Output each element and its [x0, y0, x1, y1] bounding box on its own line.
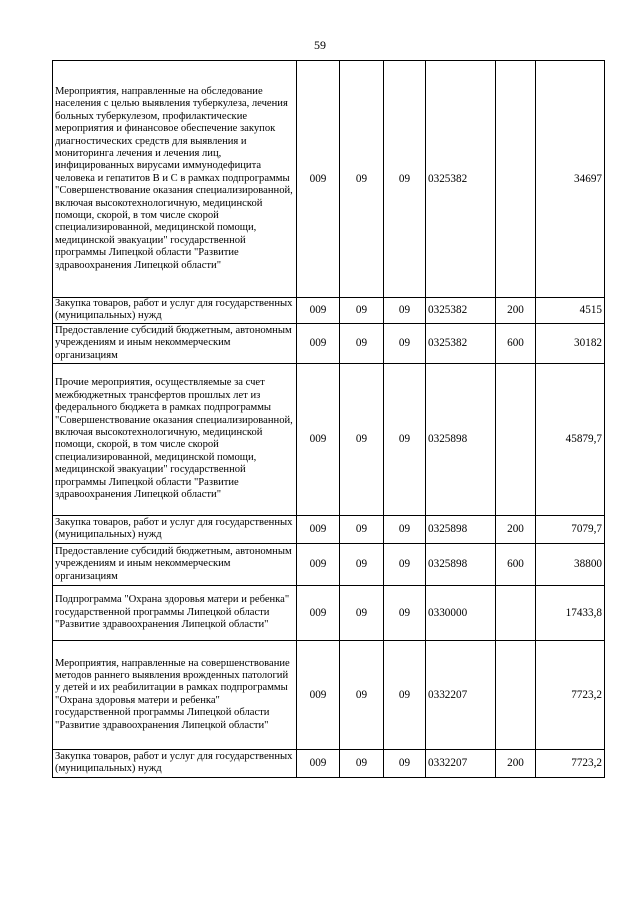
target-article-cell: 0325898	[426, 363, 496, 515]
ministry-code-cell: 009	[297, 749, 340, 777]
table-row	[53, 323, 605, 363]
table-row	[53, 543, 605, 585]
table-row	[53, 515, 605, 543]
ministry-code-cell: 009	[297, 543, 340, 585]
expense-type-cell	[496, 585, 536, 640]
table-row	[53, 749, 605, 777]
ministry-code-cell: 009	[297, 640, 340, 749]
table-row	[53, 298, 605, 324]
section-cell: 09	[340, 543, 384, 585]
table-row	[53, 585, 605, 640]
subsection-cell: 09	[384, 515, 426, 543]
sum-cell: 17433,8	[536, 585, 605, 640]
subsection-cell: 09	[384, 585, 426, 640]
description-cell: Прочие мероприятия, осуществляемые за счет межбюджетных трансфертов прошлых лет из федерального бюджета в рамках подпрограммы "Совершенствование оказания специализированной, включая высокотехнологичную, медицинской помощи, скорой, в том числе скорой специализированной, медицинской помощи, медицинской эвакуации" государственной программы Липецкой области "Развитие здравоохранения Липецкой области"	[53, 363, 297, 515]
expense-type-cell: 600	[496, 323, 536, 363]
description-cell: Закупка товаров, работ и услуг для государственных (муниципальных) нужд	[53, 515, 297, 543]
sum-cell: 45879,7	[536, 363, 605, 515]
section-cell: 09	[340, 585, 384, 640]
subsection-cell: 09	[384, 749, 426, 777]
target-article-cell: 0325382	[426, 61, 496, 298]
table-row	[53, 363, 605, 515]
expense-type-cell	[496, 61, 536, 298]
table-row	[53, 61, 605, 298]
description-cell: Закупка товаров, работ и услуг для государственных (муниципальных) нужд	[53, 298, 297, 324]
section-cell: 09	[340, 515, 384, 543]
target-article-cell: 0325382	[426, 298, 496, 324]
sum-cell: 7723,2	[536, 640, 605, 749]
page-number: 59	[314, 38, 326, 52]
expense-type-cell: 200	[496, 298, 536, 324]
target-article-cell: 0330000	[426, 585, 496, 640]
expense-type-cell: 200	[496, 749, 536, 777]
target-article-cell: 0332207	[426, 749, 496, 777]
ministry-code-cell: 009	[297, 61, 340, 298]
description-cell: Предоставление субсидий бюджетным, автономным учреждениям и иным некоммерческим организациям	[53, 323, 297, 363]
target-article-cell: 0332207	[426, 640, 496, 749]
description-cell: Мероприятия, направленные на совершенствование методов раннего выявления врожденных патологий у детей и их реабилитации в рамках подпрограммы "Охрана здоровья матери и ребенка" государственной программы Липецкой области "Развитие здравоохранения Липецкой области"	[53, 640, 297, 749]
subsection-cell: 09	[384, 61, 426, 298]
section-cell: 09	[340, 61, 384, 298]
sum-cell: 38800	[536, 543, 605, 585]
ministry-code-cell: 009	[297, 323, 340, 363]
ministry-code-cell: 009	[297, 298, 340, 324]
target-article-cell: 0325898	[426, 515, 496, 543]
section-cell: 09	[340, 749, 384, 777]
subsection-cell: 09	[384, 298, 426, 324]
sum-cell: 4515	[536, 298, 605, 324]
target-article-cell: 0325898	[426, 543, 496, 585]
section-cell: 09	[340, 323, 384, 363]
ministry-code-cell: 009	[297, 515, 340, 543]
description-cell: Мероприятия, направленные на обследование населения с целью выявления туберкулеза, лечения больных туберкулезом, профилактические мероприятия и финансовое обеспечение закупок диагностических средств для выявления и мониторинга лечения и лечения лиц, инфицированных вирусами иммунодефицита человека и гепатитов В и С в рамках подпрограммы "Совершенствование оказания специализированной, включая высокотехнологичную, медицинской помощи, скорой, в том числе скорой специализированной, медицинской помощи, медицинской эвакуации" государственной программы Липецкой области "Развитие здравоохранения Липецкой области"	[53, 61, 297, 298]
subsection-cell: 09	[384, 543, 426, 585]
expense-type-cell: 600	[496, 543, 536, 585]
section-cell: 09	[340, 640, 384, 749]
expense-type-cell	[496, 363, 536, 515]
ministry-code-cell: 009	[297, 585, 340, 640]
subsection-cell: 09	[384, 640, 426, 749]
subsection-cell: 09	[384, 323, 426, 363]
subsection-cell: 09	[384, 363, 426, 515]
expense-type-cell: 200	[496, 515, 536, 543]
target-article-cell: 0325382	[426, 323, 496, 363]
description-cell: Закупка товаров, работ и услуг для государственных (муниципальных) нужд	[53, 749, 297, 777]
sum-cell: 34697	[536, 61, 605, 298]
table-row	[53, 640, 605, 749]
budget-table	[52, 60, 605, 778]
description-cell: Подпрограмма "Охрана здоровья матери и ребенка" государственной программы Липецкой области "Развитие здравоохранения Липецкой области"	[53, 585, 297, 640]
sum-cell: 30182	[536, 323, 605, 363]
ministry-code-cell: 009	[297, 363, 340, 515]
section-cell: 09	[340, 298, 384, 324]
section-cell: 09	[340, 363, 384, 515]
sum-cell: 7723,2	[536, 749, 605, 777]
sum-cell: 7079,7	[536, 515, 605, 543]
expense-type-cell	[496, 640, 536, 749]
description-cell: Предоставление субсидий бюджетным, автономным учреждениям и иным некоммерческим организациям	[53, 543, 297, 585]
